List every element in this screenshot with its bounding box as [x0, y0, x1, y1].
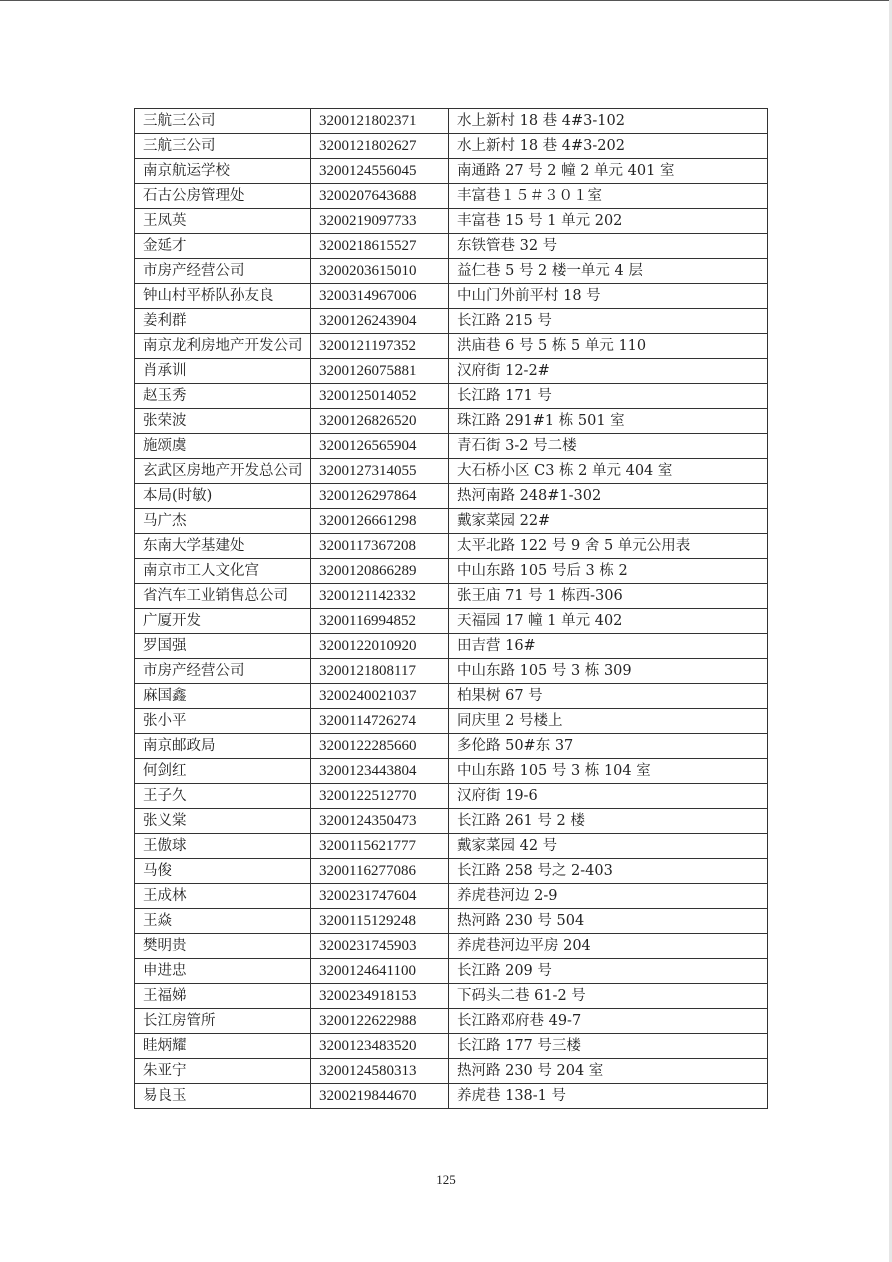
address-cell: 多伦路 50#东 37 — [449, 734, 768, 759]
address-cell: 大石桥小区 C3 栋 2 单元 404 室 — [449, 459, 768, 484]
table-row — [135, 459, 768, 484]
account-number-cell: 3200115621777 — [311, 834, 449, 859]
name-cell: 东南大学基建处 — [135, 534, 311, 559]
table-row — [135, 284, 768, 309]
account-number-cell: 3200126243904 — [311, 309, 449, 334]
name-cell: 金延才 — [135, 234, 311, 259]
account-number-cell: 3200234918153 — [311, 984, 449, 1009]
account-number-cell: 3200123443804 — [311, 759, 449, 784]
records-table — [134, 108, 768, 1109]
table-row — [135, 409, 768, 434]
table-row — [135, 534, 768, 559]
address-cell: 中山东路 105 号 3 栋 104 室 — [449, 759, 768, 784]
name-cell: 申进忠 — [135, 959, 311, 984]
account-number-cell: 3200126075881 — [311, 359, 449, 384]
account-number-cell: 3200125014052 — [311, 384, 449, 409]
table-row — [135, 559, 768, 584]
account-number-cell: 3200122622988 — [311, 1009, 449, 1034]
address-cell: 汉府街 19-6 — [449, 784, 768, 809]
address-cell: 张王庙 71 号 1 栋西-306 — [449, 584, 768, 609]
table-row — [135, 309, 768, 334]
name-cell: 王傲球 — [135, 834, 311, 859]
table-row — [135, 384, 768, 409]
table-row — [135, 859, 768, 884]
address-cell: 热河南路 248#1-302 — [449, 484, 768, 509]
address-cell: 丰富巷１５＃３０１室 — [449, 184, 768, 209]
table-row — [135, 259, 768, 284]
address-cell: 长江路 261 号 2 楼 — [449, 809, 768, 834]
table-row — [135, 1084, 768, 1109]
account-number-cell: 3200219844670 — [311, 1084, 449, 1109]
table-row — [135, 584, 768, 609]
name-cell: 马俊 — [135, 859, 311, 884]
account-number-cell: 3200117367208 — [311, 534, 449, 559]
name-cell: 王焱 — [135, 909, 311, 934]
account-number-cell: 3200121808117 — [311, 659, 449, 684]
address-cell: 东铁管巷 32 号 — [449, 234, 768, 259]
table-row — [135, 234, 768, 259]
name-cell: 王成林 — [135, 884, 311, 909]
account-number-cell: 3200124556045 — [311, 159, 449, 184]
name-cell: 姜利群 — [135, 309, 311, 334]
name-cell: 市房产经营公司 — [135, 259, 311, 284]
account-number-cell: 3200120866289 — [311, 559, 449, 584]
name-cell: 三航三公司 — [135, 134, 311, 159]
account-number-cell: 3200121802627 — [311, 134, 449, 159]
account-number-cell: 3200122512770 — [311, 784, 449, 809]
address-cell: 养虎巷河边平房 204 — [449, 934, 768, 959]
table-row — [135, 509, 768, 534]
address-cell: 田吉营 16# — [449, 634, 768, 659]
table-row — [135, 184, 768, 209]
name-cell: 麻国鑫 — [135, 684, 311, 709]
name-cell: 王福娣 — [135, 984, 311, 1009]
address-cell: 中山东路 105 号 3 栋 309 — [449, 659, 768, 684]
table-row — [135, 684, 768, 709]
account-number-cell: 3200122010920 — [311, 634, 449, 659]
table-row — [135, 809, 768, 834]
address-cell: 长江路邓府巷 49-7 — [449, 1009, 768, 1034]
name-cell: 罗国强 — [135, 634, 311, 659]
address-cell: 养虎巷 138-1 号 — [449, 1084, 768, 1109]
table-row — [135, 209, 768, 234]
address-cell: 太平北路 122 号 9 舍 5 单元公用表 — [449, 534, 768, 559]
name-cell: 何剑红 — [135, 759, 311, 784]
name-cell: 眭炳耀 — [135, 1034, 311, 1059]
account-number-cell: 3200127314055 — [311, 459, 449, 484]
address-cell: 珠江路 291#1 栋 501 室 — [449, 409, 768, 434]
name-cell: 朱亚宁 — [135, 1059, 311, 1084]
table-body — [135, 109, 768, 1109]
address-cell: 中山门外前平村 18 号 — [449, 284, 768, 309]
account-number-cell: 3200121197352 — [311, 334, 449, 359]
address-cell: 汉府街 12-2# — [449, 359, 768, 384]
address-cell: 下码头二巷 61-2 号 — [449, 984, 768, 1009]
address-cell: 长江路 171 号 — [449, 384, 768, 409]
address-cell: 青石街 3-2 号二楼 — [449, 434, 768, 459]
name-cell: 长江房管所 — [135, 1009, 311, 1034]
address-cell: 同庆里 2 号楼上 — [449, 709, 768, 734]
account-number-cell: 3200126565904 — [311, 434, 449, 459]
table-row — [135, 334, 768, 359]
table-row — [135, 784, 768, 809]
table-row — [135, 959, 768, 984]
account-number-cell: 3200124350473 — [311, 809, 449, 834]
table-row — [135, 609, 768, 634]
page-number: 125 — [436, 1172, 456, 1187]
address-cell: 热河路 230 号 504 — [449, 909, 768, 934]
table-row — [135, 359, 768, 384]
name-cell: 易良玉 — [135, 1084, 311, 1109]
name-cell: 南京龙利房地产开发公司 — [135, 334, 311, 359]
account-number-cell: 3200124580313 — [311, 1059, 449, 1084]
account-number-cell: 3200122285660 — [311, 734, 449, 759]
account-number-cell: 3200231745903 — [311, 934, 449, 959]
address-cell: 丰富巷 15 号 1 单元 202 — [449, 209, 768, 234]
name-cell: 省汽车工业销售总公司 — [135, 584, 311, 609]
account-number-cell: 3200218615527 — [311, 234, 449, 259]
table-row — [135, 634, 768, 659]
address-cell: 长江路 177 号三楼 — [449, 1034, 768, 1059]
address-cell: 水上新村 18 巷 4#3-202 — [449, 134, 768, 159]
address-cell: 益仁巷 5 号 2 楼一单元 4 层 — [449, 259, 768, 284]
account-number-cell: 3200121142332 — [311, 584, 449, 609]
address-cell: 长江路 215 号 — [449, 309, 768, 334]
name-cell: 王子久 — [135, 784, 311, 809]
name-cell: 王凤英 — [135, 209, 311, 234]
table-row — [135, 759, 768, 784]
name-cell: 肖承训 — [135, 359, 311, 384]
name-cell: 三航三公司 — [135, 109, 311, 134]
name-cell: 南京市工人文化宫 — [135, 559, 311, 584]
name-cell: 赵玉秀 — [135, 384, 311, 409]
name-cell: 张义棠 — [135, 809, 311, 834]
table-row — [135, 934, 768, 959]
address-cell: 热河路 230 号 204 室 — [449, 1059, 768, 1084]
name-cell: 张荣波 — [135, 409, 311, 434]
name-cell: 施颂虞 — [135, 434, 311, 459]
account-number-cell: 3200203615010 — [311, 259, 449, 284]
table-row — [135, 909, 768, 934]
address-cell: 中山东路 105 号后 3 栋 2 — [449, 559, 768, 584]
account-number-cell: 3200123483520 — [311, 1034, 449, 1059]
name-cell: 石古公房管理处 — [135, 184, 311, 209]
table-row — [135, 484, 768, 509]
name-cell: 南京邮政局 — [135, 734, 311, 759]
name-cell: 市房产经营公司 — [135, 659, 311, 684]
name-cell: 玄武区房地产开发总公司 — [135, 459, 311, 484]
address-cell: 洪庙巷 6 号 5 栋 5 单元 110 — [449, 334, 768, 359]
account-number-cell: 3200126661298 — [311, 509, 449, 534]
name-cell: 樊明贵 — [135, 934, 311, 959]
table-row — [135, 709, 768, 734]
account-number-cell: 3200314967006 — [311, 284, 449, 309]
account-number-cell: 3200121802371 — [311, 109, 449, 134]
account-number-cell: 3200124641100 — [311, 959, 449, 984]
table-row — [135, 834, 768, 859]
table-row — [135, 734, 768, 759]
account-number-cell: 3200219097733 — [311, 209, 449, 234]
table-row — [135, 109, 768, 134]
address-cell: 南通路 27 号 2 幢 2 单元 401 室 — [449, 159, 768, 184]
account-number-cell: 3200115129248 — [311, 909, 449, 934]
address-cell: 养虎巷河边 2-9 — [449, 884, 768, 909]
table-row — [135, 134, 768, 159]
name-cell: 广厦开发 — [135, 609, 311, 634]
table-row — [135, 159, 768, 184]
address-cell: 戴家菜园 42 号 — [449, 834, 768, 859]
table-row — [135, 659, 768, 684]
table-row — [135, 1034, 768, 1059]
account-number-cell: 3200114726274 — [311, 709, 449, 734]
name-cell: 张小平 — [135, 709, 311, 734]
table-row — [135, 884, 768, 909]
table-row — [135, 984, 768, 1009]
table-row — [135, 434, 768, 459]
address-cell: 戴家菜园 22# — [449, 509, 768, 534]
address-cell: 长江路 209 号 — [449, 959, 768, 984]
address-cell: 天福园 17 幢 1 单元 402 — [449, 609, 768, 634]
address-cell: 柏果树 67 号 — [449, 684, 768, 709]
account-number-cell: 3200126297864 — [311, 484, 449, 509]
account-number-cell: 3200126826520 — [311, 409, 449, 434]
account-number-cell: 3200231747604 — [311, 884, 449, 909]
account-number-cell: 3200240021037 — [311, 684, 449, 709]
name-cell: 本局(时敏) — [135, 484, 311, 509]
table-row — [135, 1009, 768, 1034]
name-cell: 钟山村平桥队孙友良 — [135, 284, 311, 309]
account-number-cell: 3200116994852 — [311, 609, 449, 634]
table-row — [135, 1059, 768, 1084]
top-border-line — [0, 0, 892, 1]
account-number-cell: 3200116277086 — [311, 859, 449, 884]
address-cell: 长江路 258 号之 2-403 — [449, 859, 768, 884]
account-number-cell: 3200207643688 — [311, 184, 449, 209]
name-cell: 马广杰 — [135, 509, 311, 534]
address-cell: 水上新村 18 巷 4#3-102 — [449, 109, 768, 134]
name-cell: 南京航运学校 — [135, 159, 311, 184]
